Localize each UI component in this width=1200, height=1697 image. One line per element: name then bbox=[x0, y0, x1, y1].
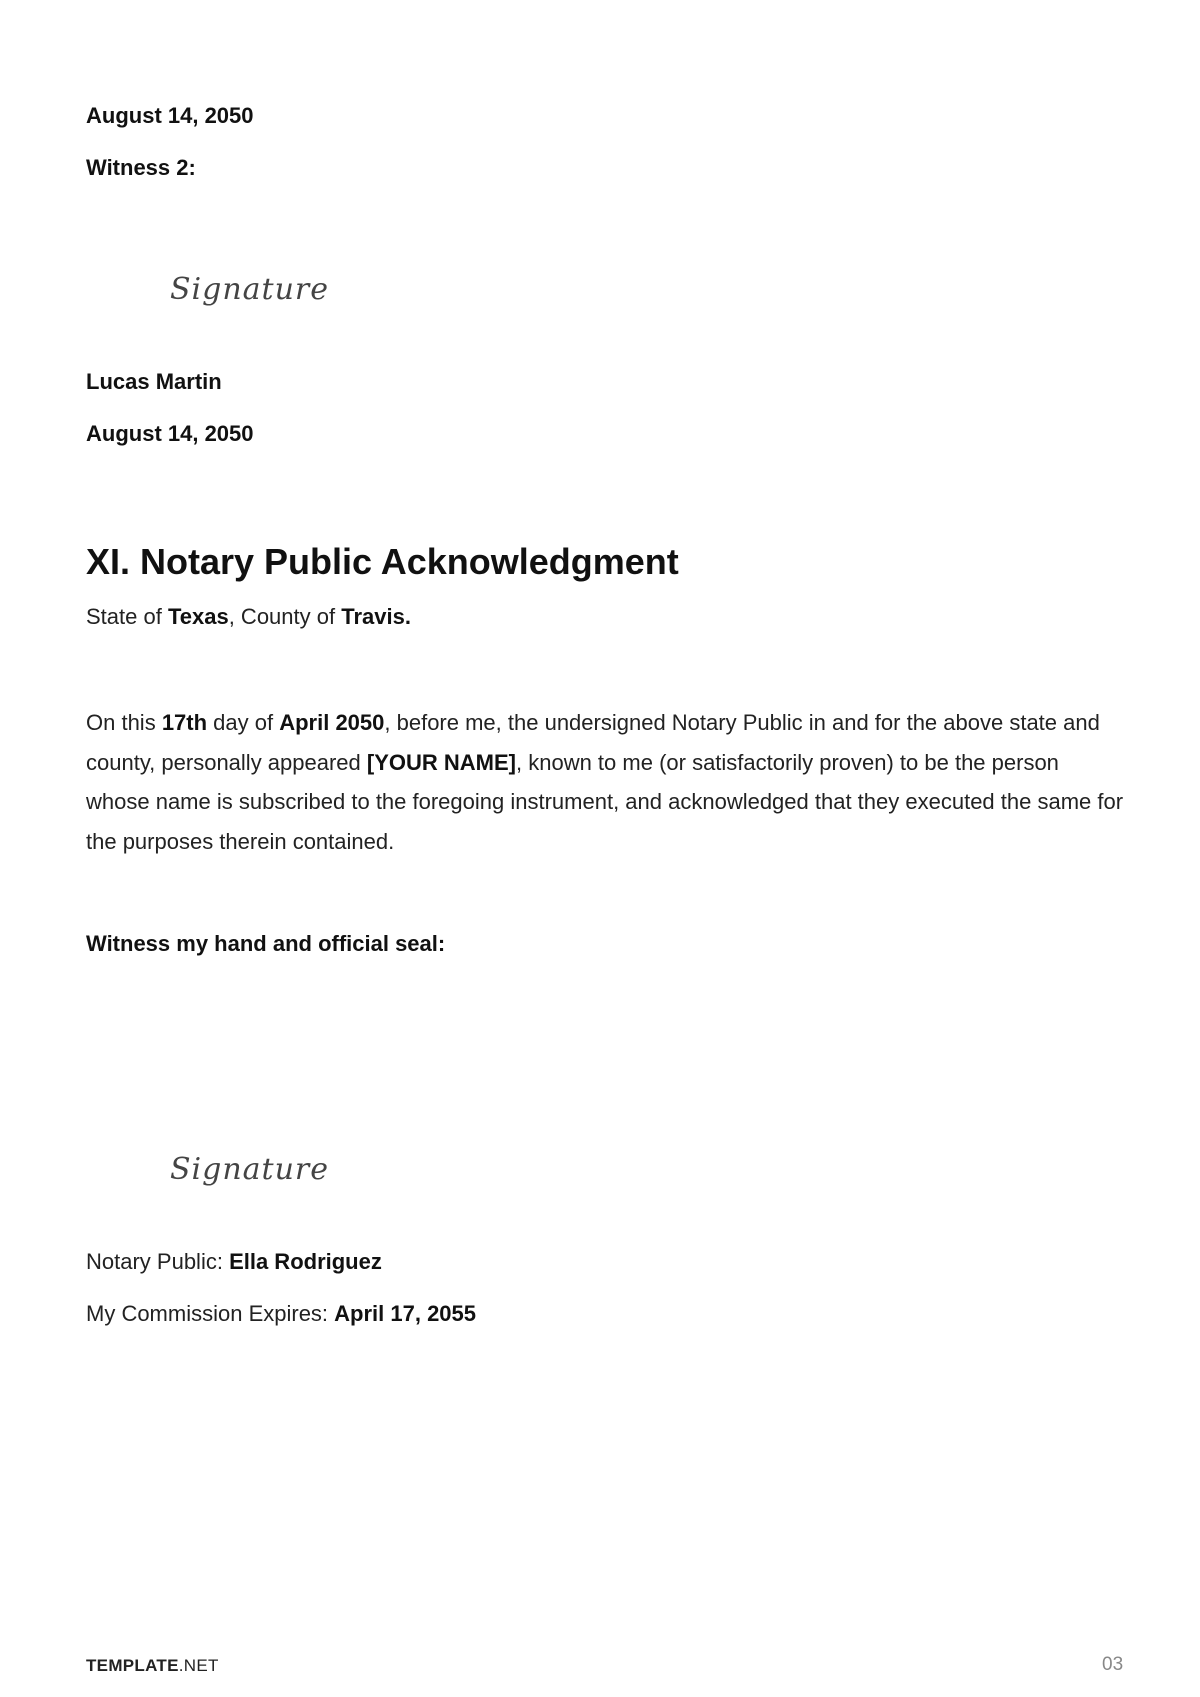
venue-middle: , County of bbox=[228, 604, 342, 629]
para-name-placeholder: [YOUR NAME] bbox=[366, 749, 516, 775]
section-heading: XI. Notary Public Acknowledgment bbox=[86, 541, 679, 582]
witness2-name: Lucas Martin bbox=[86, 369, 222, 394]
para-text-1: On this bbox=[86, 710, 162, 735]
witness2-signature: Signature bbox=[170, 272, 330, 307]
notary-name: Ella Rodriguez bbox=[229, 1249, 382, 1274]
footer-brand-rest: .NET bbox=[178, 1656, 219, 1675]
commission-line bbox=[86, 1300, 476, 1328]
venue-prefix: State of bbox=[86, 604, 168, 629]
footer-brand-bold: TEMPLATE bbox=[86, 1656, 179, 1675]
venue-county: Travis. bbox=[341, 604, 411, 629]
notary-label: Notary Public: bbox=[86, 1249, 230, 1274]
venue-state: Texas bbox=[167, 604, 229, 629]
para-day: 17th bbox=[161, 710, 208, 735]
notary-line bbox=[86, 1248, 382, 1276]
para-text-4: , known to me (or satisfactorily proven) to be the person whose name is subscribed to the foregoing instrument, and acknowledged that they executed the same for the purposes therein contained. bbox=[86, 749, 1124, 854]
witness1-date: August 14, 2050 bbox=[86, 103, 254, 128]
commission-date: April 17, 2055 bbox=[334, 1301, 477, 1326]
witness2-label: Witness 2: bbox=[86, 155, 196, 180]
para-month-year: April 2050 bbox=[279, 710, 385, 735]
seal-label: Witness my hand and official seal: bbox=[86, 931, 446, 956]
notary-signature: Signature bbox=[170, 1152, 330, 1187]
commission-label: My Commission Expires: bbox=[86, 1301, 335, 1326]
witness2-date: August 14, 2050 bbox=[86, 421, 254, 446]
footer-brand-logo bbox=[86, 1656, 219, 1676]
venue-line bbox=[86, 603, 411, 631]
para-text-3: , before me, the undersigned Notary Public in and for the above state and county, personally appeared bbox=[86, 710, 1100, 775]
para-text-2: day of bbox=[207, 710, 280, 735]
page-number: 03 bbox=[1102, 1654, 1124, 1675]
acknowledgment-paragraph bbox=[86, 703, 1126, 861]
